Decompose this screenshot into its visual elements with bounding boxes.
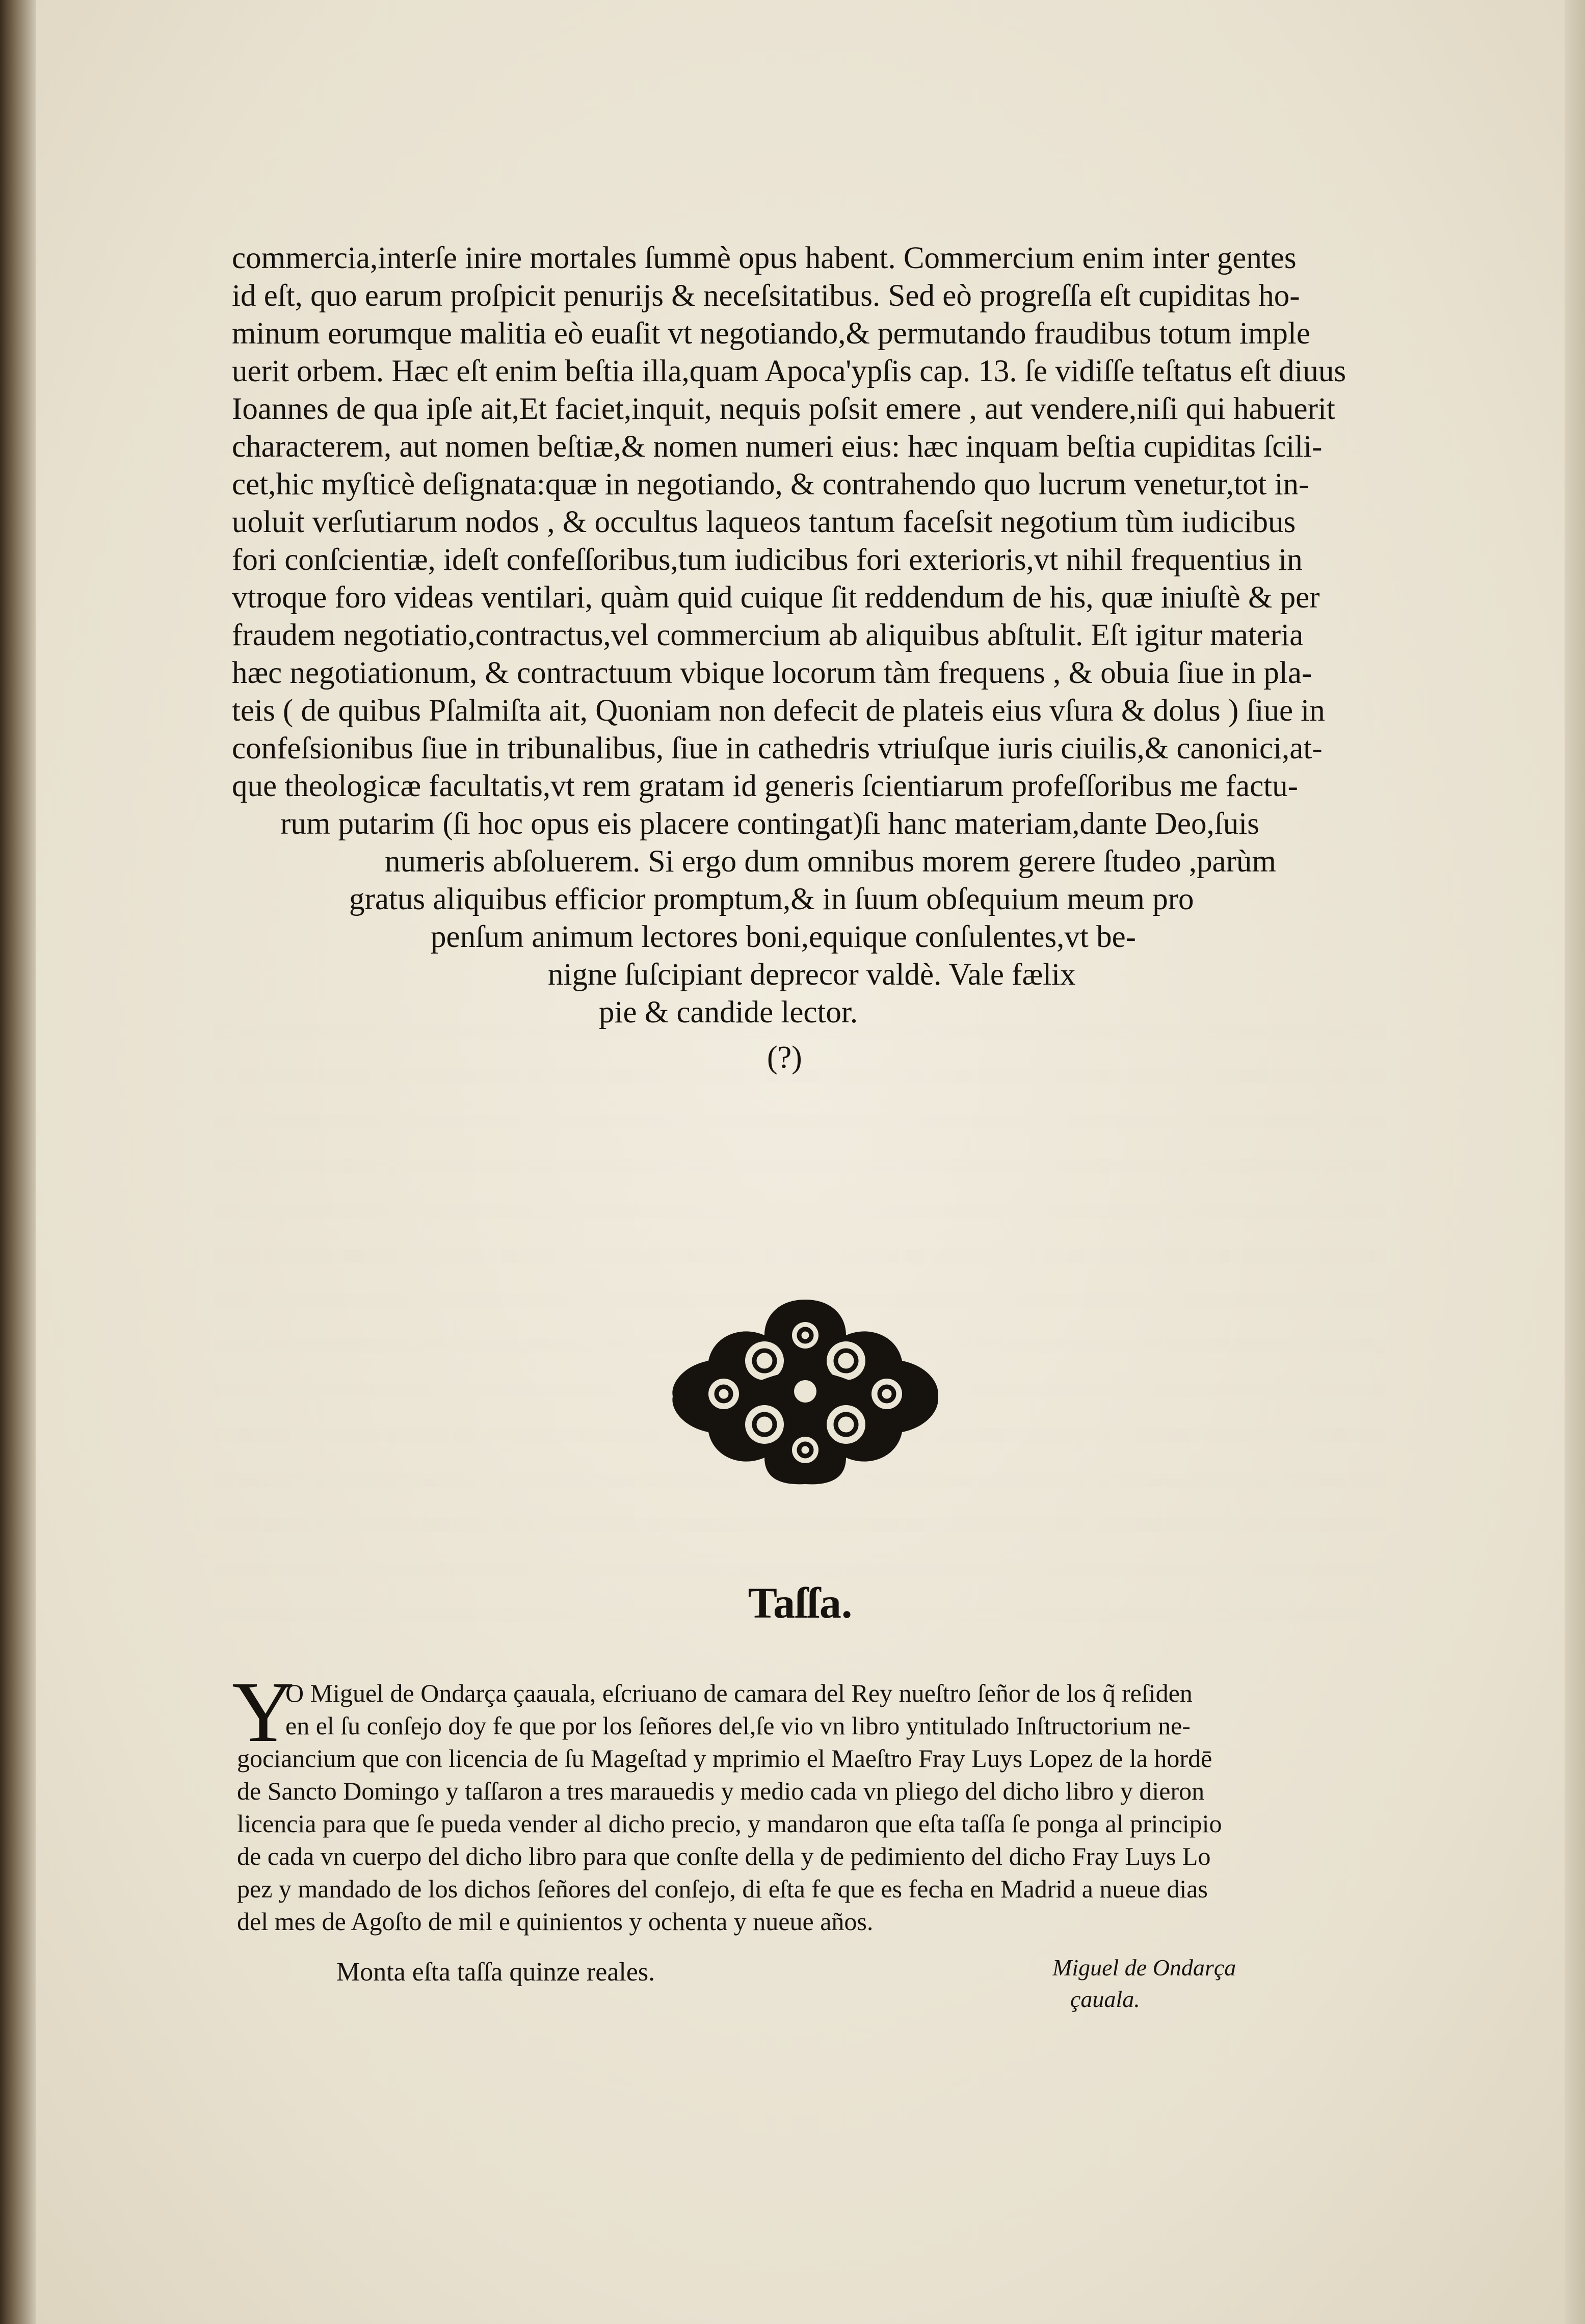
tasa-line: en el ſu conſejo doy fe que por los ſeñores del,ſe vio vn libro yntitulado Inſtructorium ne- [285, 1711, 1191, 1740]
preface-line: hæc negotiationum, & contractuum vbique locorum tàm frequens , & obuia ſiue in pla- [232, 656, 1312, 690]
tasa-line: de Sancto Domingo y taſſaron a tres marauedis y medio cada vn pliego del dicho libro y dieron [237, 1777, 1205, 1805]
preface-line: que theologicæ facultatis,vt rem gratam id generis ſcientiarum profeſſoribus me factu- [232, 769, 1298, 803]
book-spine [0, 0, 36, 2324]
tasa-heading: Taſſa. [748, 1578, 853, 1627]
preface-line: Ioannes de qua ipſe ait,Et faciet,inquit, nequis poſsit emere , aut vendere,niſi qui habuerit [232, 392, 1335, 426]
tasa-line: licencia para que ſe pueda vender al dicho precio, y mandaron que eſta taſſa ſe ponga al principio [237, 1809, 1222, 1838]
preface-line: rum putarim (ſi hoc opus eis placere contingat)ſi hanc materiam,dante Deo,ſuis [280, 807, 1259, 841]
preface-line: fraudem negotiatio,contractus,vel commercium ab aliquibus abſtulit. Eſt igitur materia [232, 618, 1304, 652]
preface-line: uerit orbem. Hæc eſt enim beſtia illa,quam Apoca'ypſis cap. 13. ſe vidiſſe teſtatus eſt diuus [232, 354, 1346, 388]
preface-line: minum eorumque malitia eò euaſit vt negotiando,& permutando fraudibus totum imple [232, 316, 1310, 351]
tasa-amount: Monta eſta taſſa quinze reales. [336, 1958, 655, 1987]
tasa-line: pez y mandado de los dichos ſeñores del conſejo, di eſta fe que es fecha en Madrid a nueue dias [237, 1874, 1208, 1903]
preface-line: vtroque foro videas ventilari, quàm quid cuique ſit reddendum de his, quæ iniuſtè & per [232, 580, 1320, 615]
tasa-line: del mes de Agoſto de mil e quinientos y ochenta y nueue años. [237, 1907, 874, 1936]
signature [1052, 1952, 1236, 2015]
end-mark: (?) [767, 1040, 802, 1075]
signature-name: Miguel de Ondarça [1052, 1955, 1236, 1980]
preface-text-block [232, 240, 1404, 1032]
drop-cap: Y [232, 1664, 295, 1760]
preface-line: penſum animum lectores boni,equique conſulentes,vt be- [431, 920, 1136, 954]
preface-line: id eſt, quo earum proſpicit penurijs & neceſsitatibus. Sed eò progreſſa eſt cupiditas ho- [232, 279, 1300, 313]
preface-line: fori conſcientiæ, ideſt confeſſoribus,tum iudicibus fori exterioris,vt nihil frequentius in [232, 543, 1303, 577]
preface-line: uoluit verſutiarum nodos , & occultus laqueos tantum faceſsit negotium tùm iudicibus [232, 505, 1296, 539]
tasa-line: O Miguel de Ondarça çaauala, eſcriuano de camara del Rey nueſtro ſeñor de los q̃ reſiden [285, 1679, 1193, 1707]
preface-line: commercia,interſe inire mortales ſummè opus habent. Commercium enim inter gentes [232, 241, 1297, 275]
preface-line: characterem, aut nomen beſtiæ,& nomen numeri eius: hæc inquam beſtia cupiditas ſcili- [232, 430, 1323, 464]
preface-line: gratus aliquibus efficior promptum,& in ſuum obſequium meum pro [349, 882, 1194, 916]
signature-surname: çauala. [1070, 1986, 1140, 2012]
preface-line: confeſsionibus ſiue in tribunalibus, ſiue in cathedris vtriuſque iuris ciuilis,& canonici,at- [232, 731, 1323, 765]
fleuron-ornament-icon [668, 1295, 943, 1488]
tasa-line: de cada vn cuerpo del dicho libro para que conſte della y de pedimiento del dicho Fray Luys Lo [237, 1842, 1211, 1870]
preface-line: nigne ſuſcipiant deprecor valdè. Vale fælix [548, 958, 1076, 992]
tasa-text-block [232, 1664, 1345, 1938]
preface-line: teis ( de quibus Pſalmiſta ait, Quoniam non defecit de plateis eius vſura & dolus ) ſiue in [232, 694, 1325, 728]
page-edge [1565, 0, 1585, 2324]
tasa-line: gociancium que con licencia de ſu Mageſtad y mprimio el Maeſtro Fray Luys Lopez de la hordē [237, 1744, 1212, 1773]
preface-line: cet,hic myſticè deſignata:quæ in negotiando, & contrahendo quo lucrum venetur,tot in- [232, 467, 1309, 501]
preface-line: numeris abſoluerem. Si ergo dum omnibus morem gerere ſtudeo ,parùm [385, 844, 1276, 879]
preface-line: pie & candide lector. [599, 995, 858, 1029]
